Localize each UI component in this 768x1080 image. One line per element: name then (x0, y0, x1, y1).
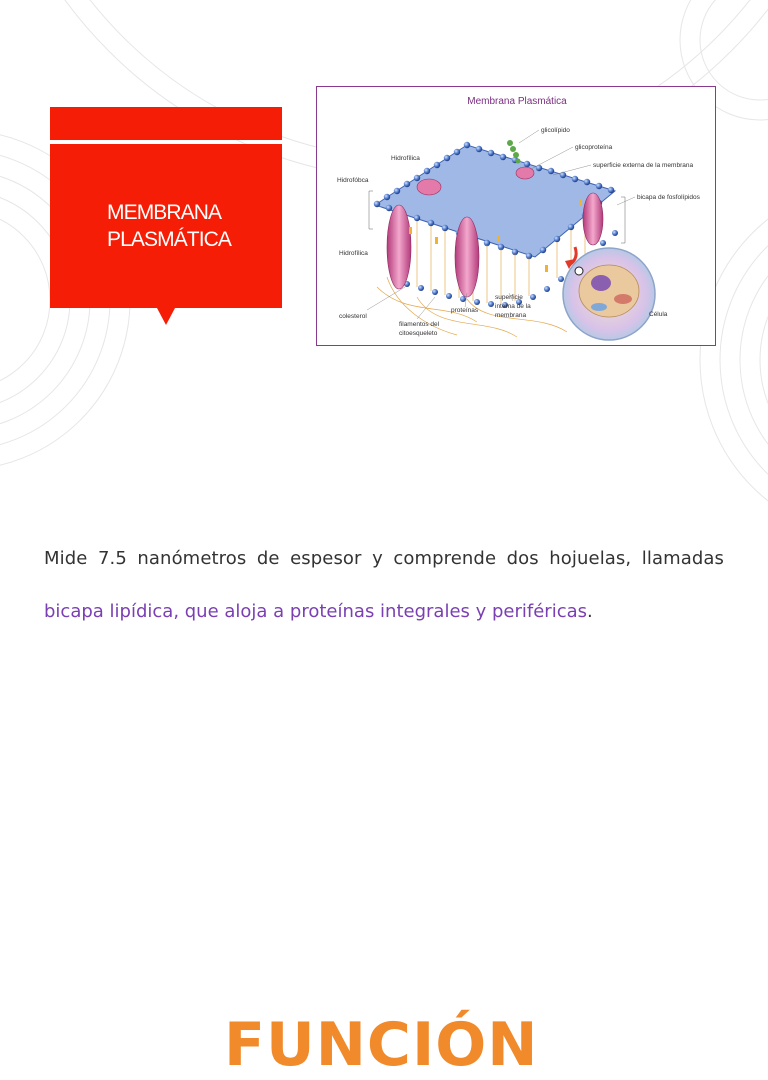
next-slide-heading-text: FUNCIÓN (224, 1010, 539, 1080)
label-filamentos-2: citoesqueleto (399, 330, 438, 337)
slide-top-region (0, 0, 768, 432)
body-line-2 (44, 601, 593, 622)
label-proteinas: proteínas (451, 307, 479, 314)
label-celula: Célula (649, 311, 668, 318)
slide-title-line1: MEMBRANA (107, 201, 222, 224)
label-superficie-interna-1: superficie (495, 294, 523, 301)
label-superficie-interna-3: membrana (495, 312, 527, 319)
next-slide-heading (224, 1010, 539, 1080)
label-bicapa: bicapa de fosfolípidos (637, 194, 700, 201)
title-pointer-arrow (157, 308, 175, 325)
label-hidrofobica: Hidrofóbca (337, 177, 369, 184)
label-hidrofilica-top: Hidrofílica (391, 155, 420, 162)
title-box (50, 144, 282, 308)
label-glicoproteina: glicoproteína (575, 144, 613, 151)
label-colesterol: colesterol (339, 313, 367, 320)
body-line-2-tail: . (587, 601, 593, 622)
integral-protein-right (583, 193, 603, 245)
label-superficie-interna-2: interna de la (495, 303, 531, 310)
integral-protein-left (387, 205, 411, 289)
surface-protein-dome (417, 179, 441, 195)
title-accent-band (50, 107, 282, 140)
membrane-diagram (316, 86, 716, 346)
label-filamentos-1: filamentos del (399, 321, 440, 328)
slide-title (107, 199, 277, 253)
body-highlight: bicapa lipídica, que aloja a proteínas integrales y periféricas (44, 601, 588, 622)
label-hidrofilica-bottom: Hidrofílica (339, 250, 368, 257)
integral-protein-middle (455, 217, 479, 297)
membrane-diagram-figure (317, 87, 715, 345)
label-glicolipido: glicolípido (541, 127, 570, 134)
body-line-1: Mide 7.5 nanómetros de espesor y comprende dos hojuelas, llamadas (44, 548, 724, 569)
label-superficie-externa: superficie externa de la membrana (593, 162, 694, 169)
slide-title-line2: PLASMÁTICA (107, 228, 232, 251)
diagram-title: Membrana Plasmática (467, 96, 567, 107)
